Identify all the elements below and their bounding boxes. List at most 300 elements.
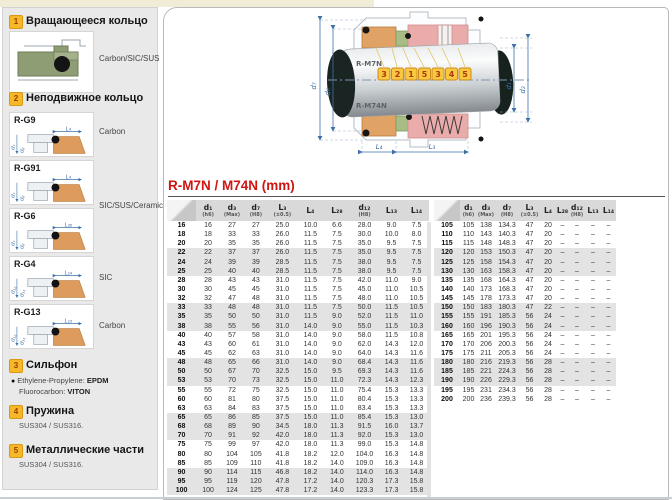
value-cell: – (585, 322, 601, 331)
column-header: d₇ (H8) (244, 200, 268, 221)
value-cell: 83 (251, 404, 260, 412)
row-label-cell: 48 (167, 358, 196, 367)
value-cell: 20 (540, 267, 556, 276)
ring-drawing (10, 318, 93, 349)
value-cell: 7.5 (411, 222, 422, 230)
row-label-cell: 40 (177, 331, 186, 339)
column-header: d₁ (h6) (196, 200, 220, 221)
row-label-cell: 33 (167, 303, 196, 312)
value-cell: 28.5 (268, 258, 297, 267)
value-cell: 70 (244, 367, 268, 376)
value-cell: 11.6 (404, 358, 429, 367)
row-label-cell: 195 (441, 386, 453, 394)
table-row (434, 303, 616, 312)
value-cell: 60 (204, 395, 212, 403)
value-cell: 25 (196, 267, 220, 276)
row-label-cell: 95 (167, 477, 196, 486)
value-cell: – (569, 322, 585, 331)
table-row (167, 285, 429, 294)
value-cell: 165 (462, 331, 475, 339)
value-cell: 105 (462, 222, 475, 230)
row-label-cell: 160 (434, 322, 460, 331)
value-cell: 57 (228, 331, 236, 339)
value-cell: 48 (220, 303, 244, 312)
value-cell: – (585, 367, 601, 376)
row-label-cell: 175 (441, 350, 453, 358)
column-header: L₄ (297, 200, 324, 221)
model-label-top: R-M7N (356, 60, 382, 68)
section-1-badge: 1 (9, 15, 23, 29)
value-cell: 20 (544, 276, 552, 284)
table-corner-cell (434, 200, 460, 221)
row-label-cell: 45 (177, 350, 186, 358)
value-cell: 11.5 (303, 295, 317, 303)
value-cell: – (585, 258, 601, 267)
value-cell: 10.5 (409, 286, 424, 294)
value-cell: 28.5 (268, 267, 297, 276)
row-label-cell: 70 (167, 431, 196, 440)
value-cell: 206 (480, 340, 492, 348)
ring-material-rg91: SIC/SUS/Ceramic (99, 201, 164, 210)
ring-name: R-G4 (14, 259, 36, 269)
ring-card-rg4 (9, 256, 94, 301)
value-cell: 7.5 (324, 258, 350, 267)
value-cell: 37.5 (268, 413, 297, 422)
value-cell: 47 (525, 276, 534, 284)
value-cell: – (556, 358, 569, 367)
value-cell: 28.0 (357, 222, 372, 230)
value-cell: 72.3 (350, 376, 379, 385)
value-cell: – (569, 367, 585, 376)
value-cell: 173 (480, 286, 492, 294)
row-label-cell: 63 (177, 404, 186, 412)
value-cell: 13.7 (404, 422, 429, 431)
table-row (434, 395, 616, 404)
value-cell: 9.5 (324, 367, 350, 376)
value-cell: 16.3 (379, 468, 404, 477)
value-cell: – (601, 358, 616, 367)
value-cell: 17.2 (297, 486, 324, 495)
ring-card-rg91 (9, 160, 94, 205)
row-label-cell: 30 (177, 286, 186, 294)
table-row (434, 331, 616, 340)
value-cell: – (606, 286, 611, 294)
value-cell: 10.5 (404, 303, 429, 312)
value-cell: 11.3 (324, 422, 350, 431)
value-cell: 145 (462, 295, 475, 303)
table-row (434, 358, 616, 367)
value-cell: 45 (251, 286, 260, 294)
value-cell: 14.8 (404, 468, 429, 477)
value-cell: 13.0 (404, 413, 429, 422)
value-cell: 75 (204, 441, 212, 449)
value-cell: 40 (244, 267, 268, 276)
value-cell: 7.5 (332, 240, 342, 248)
value-cell: 9.0 (386, 222, 397, 230)
value-cell: 229.3 (495, 376, 519, 385)
tag: 3 (435, 70, 441, 79)
table-row (167, 230, 429, 239)
value-cell: – (575, 276, 579, 284)
value-cell: 55 (204, 386, 212, 394)
value-cell: 24 (540, 312, 556, 321)
value-cell: 56 (525, 395, 534, 403)
value-cell: – (556, 248, 569, 257)
table-row (167, 376, 429, 385)
value-cell: 35 (251, 240, 260, 248)
value-cell: 224.3 (495, 367, 519, 376)
value-cell: 62 (228, 350, 236, 358)
value-cell: 100 (196, 486, 220, 495)
column-header: d₇ (H8) (495, 200, 519, 221)
value-cell: 35.0 (357, 240, 372, 248)
value-cell: 38.0 (350, 267, 379, 276)
value-cell: – (585, 267, 601, 276)
value-cell: 11.5 (297, 303, 324, 312)
value-cell: 56 (519, 322, 540, 331)
value-cell: 9.5 (379, 258, 404, 267)
value-cell: 13.3 (409, 386, 424, 394)
value-cell: 125 (244, 486, 268, 495)
table-row (434, 258, 616, 267)
value-cell: 9.0 (411, 276, 422, 284)
value-cell: 70 (220, 376, 244, 385)
value-cell: 37.5 (275, 395, 290, 403)
column-header: L₂₈ (556, 200, 569, 221)
value-cell: 201 (480, 331, 492, 339)
table-row (167, 349, 429, 358)
value-cell: – (560, 286, 565, 294)
value-cell: 9.0 (332, 340, 342, 348)
value-cell: – (585, 312, 601, 321)
value-cell: 14.0 (330, 459, 344, 467)
value-cell: 28 (544, 386, 552, 394)
value-cell: 24 (544, 331, 552, 339)
table-row (434, 349, 616, 358)
value-cell: – (560, 395, 565, 403)
value-cell: 60 (228, 340, 236, 348)
value-cell: – (569, 258, 585, 267)
value-cell: 63 (251, 350, 260, 358)
ring-drawing (10, 222, 93, 253)
row-label-cell: 53 (167, 376, 196, 385)
table-divider (427, 222, 431, 499)
value-cell: – (585, 303, 601, 312)
ring-name: R-G91 (14, 163, 41, 173)
value-cell: 43 (204, 340, 212, 348)
value-cell: 33 (228, 231, 236, 239)
value-cell: 150 (460, 303, 477, 312)
value-cell: – (575, 222, 579, 230)
row-label-cell: 85 (177, 459, 186, 467)
table-row (167, 431, 429, 440)
value-cell: 12.3 (404, 376, 429, 385)
value-cell: 70 (196, 431, 220, 440)
value-cell: 185 (460, 367, 477, 376)
value-cell: 34.5 (268, 422, 297, 431)
value-cell: 7.5 (332, 276, 342, 284)
row-label-cell: 80 (177, 450, 186, 458)
column-header: L₃ (±0.5) (268, 200, 297, 221)
table-row (167, 322, 429, 331)
value-cell: 41.8 (275, 459, 290, 467)
row-label-cell: 110 (441, 231, 453, 239)
value-cell: 12.0 (409, 340, 424, 348)
value-cell: 18.2 (303, 459, 318, 467)
value-cell: 211 (480, 350, 492, 358)
value-cell: – (575, 286, 579, 294)
value-cell: 190.3 (495, 322, 519, 331)
value-cell: 46.8 (268, 468, 297, 477)
value-cell: 91 (220, 431, 244, 440)
value-cell: 18 (204, 231, 212, 239)
value-cell: 67 (220, 367, 244, 376)
value-cell: 39 (244, 258, 268, 267)
value-cell: 9.5 (379, 248, 404, 257)
value-cell: 16.3 (384, 450, 399, 458)
value-cell: 35 (228, 240, 236, 248)
ring-dim-d-inner: d₁₁ (19, 288, 28, 299)
value-cell: 14.3 (379, 358, 404, 367)
value-cell: 221 (477, 367, 495, 376)
value-cell: 15.0 (303, 404, 318, 412)
value-cell: 11.5 (303, 231, 317, 239)
value-cell: 154.3 (495, 258, 519, 267)
value-cell: 26.0 (275, 240, 290, 248)
value-cell: 14.8 (409, 459, 424, 467)
row-label-cell: 50 (167, 367, 196, 376)
value-cell: 62.0 (357, 340, 372, 348)
value-cell: 83.4 (357, 404, 372, 412)
value-cell: – (575, 395, 579, 403)
row-label-cell: 28 (177, 276, 186, 284)
value-cell: 8.0 (411, 231, 422, 239)
value-cell: 120 (244, 477, 268, 486)
value-cell: – (591, 276, 595, 284)
value-cell: 72 (228, 386, 236, 394)
value-cell: 48.0 (357, 295, 372, 303)
value-cell: 114.0 (350, 468, 379, 477)
table-row (434, 221, 616, 230)
value-cell: 28 (540, 358, 556, 367)
value-cell: 11.6 (404, 367, 429, 376)
row-label-cell: 55 (177, 386, 186, 394)
value-cell: 17.3 (379, 486, 404, 495)
table-row (434, 230, 616, 239)
table-row (434, 267, 616, 276)
value-cell: 22 (196, 248, 220, 257)
value-cell: – (585, 248, 601, 257)
value-cell: 9.5 (379, 267, 404, 276)
value-cell: 42.0 (357, 276, 372, 284)
ring-dim-label: L₁₄ (64, 270, 72, 277)
value-cell: 11.5 (379, 303, 404, 312)
value-cell: 18.0 (303, 441, 318, 449)
dim-d6: d₆ (324, 88, 332, 96)
value-cell: 35 (196, 312, 220, 321)
value-cell: – (601, 258, 616, 267)
row-label-cell: 155 (434, 312, 460, 321)
value-cell: 12.0 (330, 450, 344, 458)
value-cell: 14.3 (379, 367, 404, 376)
value-cell: 7.5 (324, 267, 350, 276)
value-cell: – (556, 303, 569, 312)
value-cell: 32.5 (275, 386, 290, 394)
value-cell: – (606, 350, 611, 358)
ring-dim-d-inner: d₈ (19, 242, 27, 251)
value-cell: 27 (251, 222, 260, 230)
value-cell: 55.0 (350, 322, 379, 331)
value-cell: 43 (251, 276, 260, 284)
value-cell: 11.0 (404, 312, 429, 321)
value-cell: – (560, 231, 565, 239)
value-cell: 41.8 (275, 450, 290, 458)
value-cell: 47 (525, 286, 534, 294)
value-cell: 63 (204, 404, 212, 412)
value-cell: 160 (460, 322, 477, 331)
ring-material-rg9: Carbon (99, 127, 126, 136)
value-cell: – (585, 358, 601, 367)
value-cell: 9.0 (324, 358, 350, 367)
table-row (434, 276, 616, 285)
table-row (434, 386, 616, 395)
value-cell: 56 (525, 386, 534, 394)
table-row (167, 404, 429, 413)
value-cell: 125 (460, 258, 477, 267)
value-cell: 24 (540, 322, 556, 331)
value-cell: 11.5 (297, 258, 324, 267)
bellows-material-2: Fluorocarbon: VITON (19, 387, 91, 396)
table-row (167, 258, 429, 267)
value-cell: 26.0 (268, 248, 297, 257)
value-cell: 15.0 (297, 367, 324, 376)
table-row (167, 331, 429, 340)
value-cell: 9.0 (332, 331, 342, 339)
value-cell: 45 (204, 350, 212, 358)
value-cell: 7.5 (404, 248, 429, 257)
value-cell: – (556, 376, 569, 385)
column-header: d₁₂ (H8) (569, 200, 585, 221)
row-label-cell: 130 (434, 267, 460, 276)
metal-parts-material-note: SUS304 / SUS316. (19, 460, 84, 469)
value-cell: 58.0 (357, 331, 372, 339)
value-cell: 11.0 (330, 404, 344, 412)
value-cell: 47 (525, 295, 534, 303)
value-cell: – (601, 322, 616, 331)
ring-dim-d-inner: d₈ (19, 146, 27, 155)
row-label-cell: 185 (434, 367, 460, 376)
value-cell: 15.8 (404, 486, 429, 495)
column-header: L₃ (±0.5) (519, 200, 540, 221)
value-cell: 200.3 (498, 340, 516, 348)
ring-dim-d-outer: d₁₂ (10, 333, 19, 344)
value-cell: 180.3 (495, 303, 519, 312)
value-cell: 37 (220, 248, 244, 257)
value-cell: – (560, 222, 565, 230)
ring-dim-d-outer: d₇ (10, 239, 18, 248)
ring-card-rg6 (9, 208, 94, 253)
section-3-title: Сильфон (26, 359, 78, 371)
value-cell: 48 (196, 358, 220, 367)
tag: 3 (381, 70, 387, 79)
value-cell: 9.0 (324, 312, 350, 321)
value-cell: 11.5 (297, 267, 324, 276)
value-cell: 18.2 (297, 468, 324, 477)
value-cell: 26.0 (275, 231, 290, 239)
value-cell: 58 (251, 331, 260, 339)
value-cell: 180 (460, 358, 477, 367)
value-cell: 16.3 (384, 459, 399, 467)
value-cell: 90 (244, 422, 268, 431)
value-cell: 73 (244, 376, 268, 385)
value-cell: 185.3 (495, 312, 519, 321)
value-cell: 28 (544, 395, 552, 403)
ring-card-rg9 (9, 112, 94, 157)
value-cell: – (560, 240, 565, 248)
column-header: d₃ (Max) (220, 200, 244, 221)
value-cell: 143 (480, 231, 492, 239)
value-cell: – (575, 386, 579, 394)
value-cell: 40 (220, 267, 244, 276)
ring-dim-label: L₂₈ (64, 222, 72, 229)
value-cell: – (591, 395, 595, 403)
value-cell: 130 (460, 267, 477, 276)
table-title: R-M7N / M74N (mm) (168, 178, 665, 197)
value-cell: 120 (460, 248, 477, 257)
table-row (167, 440, 429, 449)
dim-l4: L₄ (375, 143, 383, 151)
value-cell: 31.0 (268, 312, 297, 321)
value-cell: 24 (544, 350, 552, 358)
value-cell: 140.3 (498, 231, 516, 239)
value-cell: 15.3 (384, 395, 399, 403)
value-cell: 15.3 (379, 413, 404, 422)
rotating-ring-drawing (10, 32, 93, 92)
row-label-cell: 115 (441, 240, 453, 248)
value-cell: 38.0 (350, 258, 379, 267)
table-row (167, 486, 429, 495)
model-label-bottom: R-M74N (356, 102, 387, 110)
value-cell: 15.0 (303, 395, 318, 403)
ring-drawing (10, 270, 93, 301)
value-cell: – (606, 231, 611, 239)
ring-name: R-G6 (14, 211, 36, 221)
value-cell: 148 (480, 240, 492, 248)
tag: 4 (448, 70, 455, 79)
value-cell: 80 (251, 395, 260, 403)
value-cell: – (575, 231, 579, 239)
value-cell: – (575, 295, 579, 303)
ring-name: R-G9 (14, 115, 36, 125)
value-cell: 20 (544, 231, 552, 239)
value-cell: 135 (462, 276, 475, 284)
value-cell: 15.3 (384, 386, 399, 394)
value-cell: – (556, 312, 569, 321)
column-header: L₄ (540, 200, 556, 221)
value-cell: 68.4 (350, 358, 379, 367)
value-cell: 15.0 (297, 413, 324, 422)
value-cell: 14.0 (324, 477, 350, 486)
value-cell: 134.3 (498, 222, 516, 230)
row-label-cell: 125 (434, 258, 460, 267)
value-cell: 15.0 (297, 376, 324, 385)
value-cell: 10.5 (409, 295, 424, 303)
value-cell: 11.5 (379, 322, 404, 331)
value-cell: 47 (525, 240, 534, 248)
value-cell: – (601, 303, 616, 312)
value-cell: 124 (220, 486, 244, 495)
value-cell: 15.3 (384, 404, 399, 412)
